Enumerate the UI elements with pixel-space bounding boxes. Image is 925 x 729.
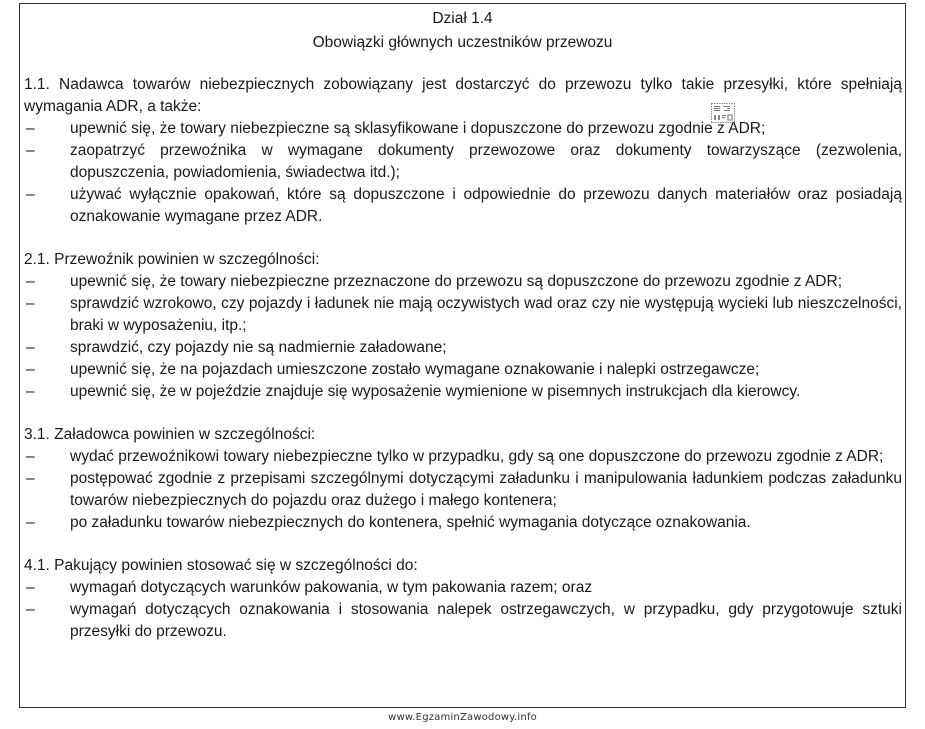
section-zaladowca — [24, 424, 902, 534]
list-item-text: wymagań dotyczących warunków pakowania, w tym pakowania razem; oraz — [70, 579, 593, 596]
list-item-text: sprawdzić wzrokowo, czy pojazdy i ładunek nie mają oczywistych wad oraz czy nie występują wycieki lub nieszczelności, braki w wyposażeniu, itp.; — [70, 295, 902, 334]
list-item-text: zaopatrzyć przewoźnika w wymagane dokumenty przewozowe oraz dokumenty towarzyszące (zezwolenia, dopuszczenia, powiadomienia, świadectwa itd.); — [70, 142, 902, 181]
list-dash: – — [26, 514, 35, 531]
list-item — [24, 446, 902, 468]
list-item — [24, 337, 902, 359]
section-subtitle: Obowiązki głównych uczestników przewozu — [312, 34, 613, 51]
list-item-text: upewnić się, że w pojeździe znajduje się wyposażenie wymienione w pisemnych instrukcjach dla kierowcy. — [70, 383, 801, 400]
list-item — [24, 271, 902, 293]
section-heading: Dział 1.4 — [432, 10, 493, 27]
list-item — [24, 512, 902, 534]
section-intro: 1.1. Nadawca towarów niebezpiecznych zobowiązany jest dostarczyć do przewozu tylko takie przesyłki, które spełniają wymagania ADR, a także: — [24, 76, 902, 115]
list-item — [24, 140, 902, 184]
list-dash: – — [26, 383, 35, 400]
document-body — [24, 74, 902, 643]
list-item-text: po załadunku towarów niebezpiecznych do kontenera, spełnić wymagania dotyczące oznakowania. — [70, 514, 751, 531]
list-item — [24, 184, 902, 228]
section-intro: 2.1. Przewoźnik powinien w szczególności: — [24, 251, 320, 268]
list-dash: – — [26, 361, 35, 378]
list-item — [24, 359, 902, 381]
list-item — [24, 468, 902, 512]
list-item — [24, 118, 902, 140]
section-intro: 4.1. Pakujący powinien stosować się w szczególności do: — [24, 557, 418, 574]
list-item-text: postępować zgodnie z przepisami szczególnymi dotyczącymi załadunku i manipulowania ładunkiem podczas załadunku towarów niebezpiecznych do pojazdu oraz dużego i małego kontenera; — [70, 470, 902, 509]
list-item-text: wymagań dotyczących oznakowania i stosowania nalepek ostrzegawczych, w przypadku, gdy przygotowuje sztuki przesyłki do przewozu. — [70, 601, 902, 640]
list-item-text: używać wyłącznie opakowań, które są dopuszczone i odpowiednie do przewozu danych materiałów oraz posiadają oznakowanie wymagane przez ADR. — [70, 186, 902, 225]
list-item-text: wydać przewoźnikowi towary niebezpieczne tylko w przypadku, gdy są one dopuszczone do przewozu zgodnie z ADR; — [70, 448, 884, 465]
list-item-text: upewnić się, że na pojazdach umieszczone zostało wymagane oznakowanie i nalepki ostrzegawcze; — [70, 361, 760, 378]
list-dash: – — [26, 579, 35, 596]
section-intro: 3.1. Załadowca powinien w szczególności: — [24, 426, 316, 443]
list-dash: – — [26, 142, 35, 159]
list-item — [24, 577, 902, 599]
list-dash: – — [26, 120, 35, 137]
list-dash: – — [26, 273, 35, 290]
list-item-text: upewnić się, że towary niebezpieczne przeznaczone do przewozu są dopuszczone do przewozu zgodnie z ADR; — [70, 273, 842, 290]
list-item-text: upewnić się, że towary niebezpieczne są sklasyfikowane i dopuszczone do przewozu zgodnie z ADR; — [70, 120, 766, 137]
section-przewoznik — [24, 249, 902, 403]
list-dash: – — [26, 295, 35, 312]
list-dash: – — [26, 339, 35, 356]
section-nadawca — [24, 74, 902, 228]
list-dash: – — [26, 448, 35, 465]
list-item — [24, 599, 902, 643]
document-frame — [19, 3, 906, 708]
list-item-text: sprawdzić, czy pojazdy nie są nadmiernie załadowane; — [70, 339, 447, 356]
list-dash: – — [26, 601, 35, 618]
list-dash: – — [26, 470, 35, 487]
list-item — [24, 293, 902, 337]
list-dash: – — [26, 186, 35, 203]
list-item — [24, 381, 902, 403]
section-pakujacy — [24, 555, 902, 643]
footer-watermark: www.EgzaminZawodowy.info — [388, 712, 537, 723]
